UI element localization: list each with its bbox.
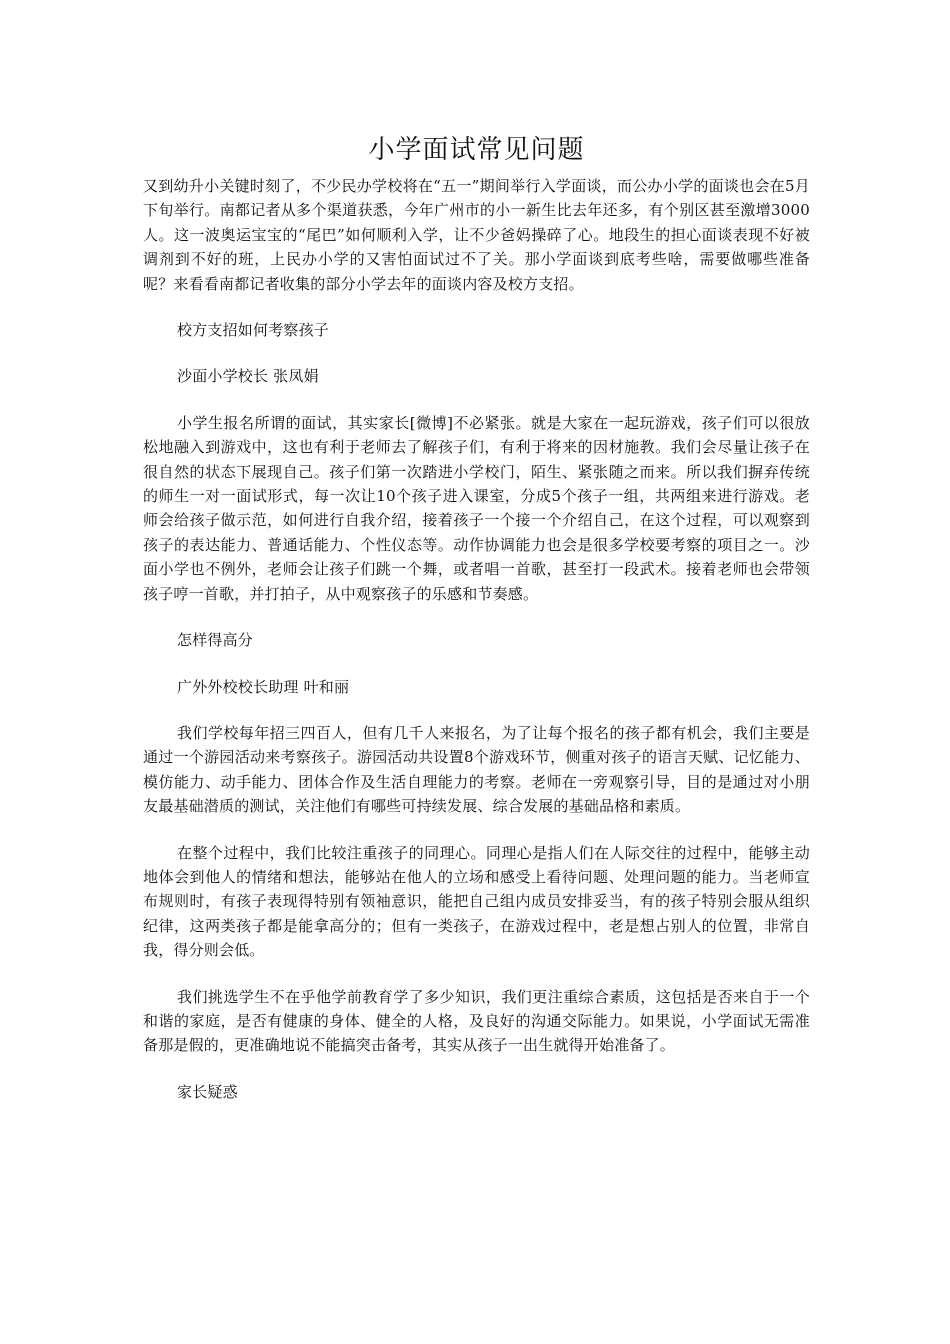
body-paragraph-guangwai-1: 我们学校每年招三四百人，但有几千人来报名，为了让每个报名的孩子都有机会，我们主要是通过一个游园活动来考察孩子。游园活动共设置8个游戏环节，侧重对孩子的语言天赋、记忆能力、模仿能力、动手能力、团体合作及生活自理能力的考察。老师在一旁观察引导，目的是通过对小朋友最基础潜质的测试，关注他们有哪些可持续发展、综合发展的基础品格和素质。 [143, 723, 810, 816]
document-page [143, 128, 810, 1104]
body-paragraph-guangwai-2: 在整个过程中，我们比较注重孩子的同理心。同理心是指人们在人际交往的过程中，能够主动地体会到他人的情绪和想法，能够站在他人的立场和感受上看待问题、处理问题的能力。当老师宣布规则时，有孩子表现得特别有领袖意识，能把自己组内成员安排妥当，有的孩子特别会服从组织纪律，这两类孩子都是能拿高分的；但有一类孩子，在游戏过程中，老是想占别人的位置，非常自我，得分则会低。 [143, 843, 810, 960]
speaker-line-guangwai: 广外外校校长助理 叶和丽 [177, 677, 350, 696]
body-paragraph-shamian: 小学生报名所谓的面试，其实家长[微博]不必紧张。就是大家在一起玩游戏，孩子们可以很放松地融入到游戏中，这也有利于老师去了解孩子们，有利于将来的因材施教。我们会尽量让孩子在很自然的状态下展现自己。孩子们第一次踏进小学校门，陌生、紧张随之而来。所以我们摒弃传统的师生一对一面试形式，每一次让10个孩子进入课室，分成5个孩子一组，共两组来进行游戏。老师会给孩子做示范，如何进行自我介绍，接着孩子一个接一个介绍自己，在这个过程，可以观察到孩子的表达能力、普通话能力、个性仪态等。动作协调能力也会是很多学校要考察的项目之一。沙面小学也不例外，老师会让孩子们跳一个舞，或者唱一首歌，甚至打一段武术。接着老师也会带领孩子哼一首歌，并打拍子，从中观察孩子的乐感和节奏感。 [143, 413, 810, 603]
body-paragraph-guangwai-3: 我们挑选学生不在乎他学前教育学了多少知识，我们更注重综合素质，这包括是否来自于一个和谐的家庭，是否有健康的身体、健全的人格，及良好的沟通交际能力。如果说，小学面试无需准备那是假的，更准确地说不能搞突击备考，其实从孩子一出生就得开始准备了。 [143, 987, 810, 1055]
section-heading-school-tips: 校方支招如何考察孩子 [177, 321, 330, 340]
document-title: 小学面试常见问题 [368, 135, 585, 165]
intro-paragraph: 又到幼升小关键时刻了，不少民办学校将在“五一”期间举行入学面谈，而公办小学的面谈也会在5月下旬举行。南都记者从多个渠道获悉，今年广州市的小一新生比去年还多，有个别区甚至激增3000人。这一波奥运宝宝的“尾巴”如何顺利入学，让不少爸妈操碎了心。地段生的担心面谈表现不好被调剂到不好的班，上民办小学的又害怕面试过不了关。那小学面谈到底考些啥，需要做哪些准备呢？来看看南都记者收集的部分小学去年的面谈内容及校方支招。 [143, 177, 810, 293]
speaker-line-shamian: 沙面小学校长 张凤娟 [177, 367, 319, 386]
section-heading-parent-questions: 家长疑惑 [177, 1082, 238, 1101]
section-heading-high-score: 怎样得高分 [177, 631, 254, 650]
